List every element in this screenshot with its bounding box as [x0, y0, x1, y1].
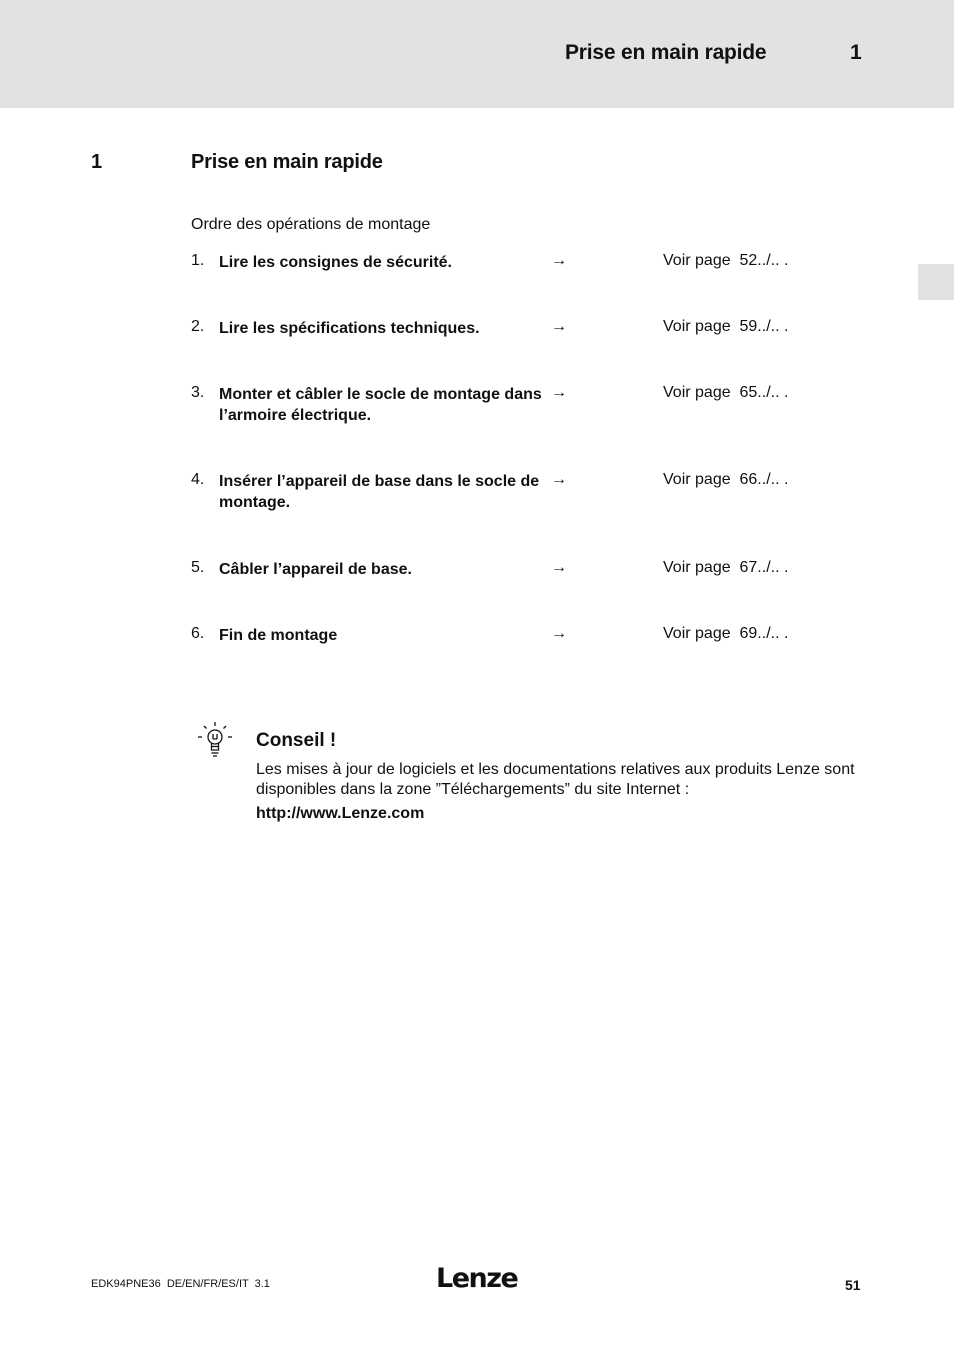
step-number: 2. — [191, 318, 205, 335]
step-number: 3. — [191, 384, 205, 401]
lenze-logo: Lenze — [436, 1263, 518, 1294]
page-reference: Voir page 67../.. . — [663, 559, 789, 576]
step-text: Monter et câbler le socle de montage dans l’armoire électrique. — [219, 386, 542, 424]
step-number: 4. — [191, 471, 205, 488]
header-title: Prise en main rapide — [565, 41, 767, 64]
step-number: 1. — [191, 252, 205, 269]
step-item — [191, 384, 811, 444]
header-chapter-number: 1 — [850, 41, 862, 64]
step-item — [191, 625, 811, 685]
section-number: 1 — [91, 151, 103, 173]
section-title: Prise en main rapide — [191, 151, 383, 173]
chapter-side-tab — [918, 264, 954, 300]
step-text: Lire les consignes de sécurité. — [219, 254, 452, 271]
arrow-right-icon: → — [551, 559, 567, 576]
step-item — [191, 471, 811, 531]
page-reference: Voir page 69../.. . — [663, 625, 789, 642]
step-number: 5. — [191, 559, 205, 576]
arrow-right-icon: → — [551, 384, 567, 401]
website-link[interactable]: http://www.Lenze.com — [256, 805, 425, 822]
step-text: Câbler l’appareil de base. — [219, 561, 412, 578]
page-reference: Voir page 65../.. . — [663, 384, 789, 401]
document-code: EDK94PNE36 DE/EN/FR/ES/IT 3.1 — [91, 1278, 270, 1290]
lightbulb-icon — [195, 720, 235, 760]
step-item — [191, 318, 811, 378]
page-reference: Voir page 52../.. . — [663, 252, 789, 269]
step-item — [191, 559, 811, 619]
step-number: 6. — [191, 625, 205, 642]
arrow-right-icon: → — [551, 625, 567, 642]
step-text: Insérer l’appareil de base dans le socle de montage. — [219, 473, 540, 511]
page-number: 51 — [845, 1277, 861, 1293]
step-text: Fin de montage — [219, 627, 338, 644]
header-band — [0, 0, 954, 108]
step-text: Lire les spécifications techniques. — [219, 320, 480, 337]
intro-text: Ordre des opérations de montage — [191, 216, 431, 233]
arrow-right-icon: → — [551, 471, 567, 488]
step-item — [191, 252, 811, 312]
arrow-right-icon: → — [551, 252, 567, 269]
arrow-right-icon: → — [551, 318, 567, 335]
tip-title: Conseil ! — [256, 730, 337, 751]
page-reference: Voir page 66../.. . — [663, 471, 789, 488]
page-reference: Voir page 59../.. . — [663, 318, 789, 335]
tip-body: Les mises à jour de logiciels et les documentations relatives aux produits Lenze sont disponibles dans la zone ”Téléchargements” du site Internet : — [256, 761, 855, 798]
